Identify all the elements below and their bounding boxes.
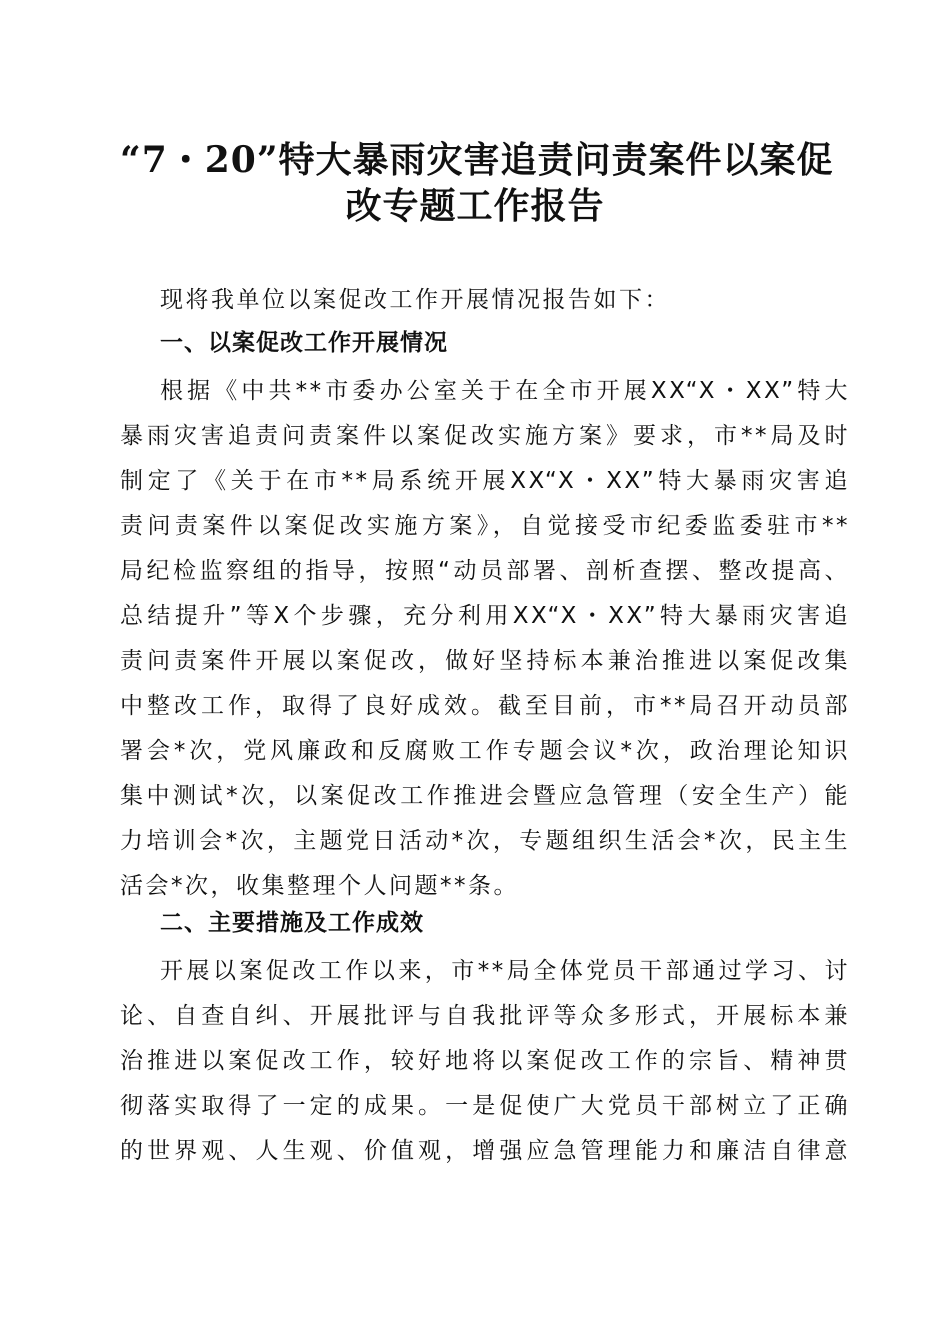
paragraph-line: 总结提升”等X个步骤，充分利用XX“X・XX”特大暴雨灾害追 [120,603,850,629]
paragraph-line: 力培训会*次，主题党日活动*次，专题组织生活会*次，民主生 [120,828,850,854]
paragraph-line: 论、自查自纠、开展批评与自我批评等众多形式，开展标本兼 [120,1003,850,1029]
paragraph-line: 中整改工作，取得了良好成效。截至目前，市**局召开动员部 [120,693,850,719]
section-2-heading: 二、主要措施及工作成效 [160,910,424,936]
paragraph-line: 制定了《关于在市**局系统开展XX“X・XX”特大暴雨灾害追 [120,468,850,494]
paragraph-line: 责问责案件开展以案促改，做好坚持标本兼治推进以案促改集 [120,648,850,674]
document-title-line-2: 改专题工作报告 [345,185,605,227]
paragraph-line: 根据《中共**市委办公室关于在全市开展XX“X・XX”特大 [160,378,850,404]
paragraph-line: 开展以案促改工作以来，市**局全体党员干部通过学习、讨 [160,958,850,984]
document-title-line-1: “7・20”特大暴雨灾害追责问责案件以案促 [120,139,834,181]
paragraph-line: 彻落实取得了一定的成果。一是促使广大党员干部树立了正确 [120,1093,850,1119]
paragraph-line: 活会*次，收集整理个人问题**条。 [120,873,519,899]
paragraph-line: 暴雨灾害追责问责案件以案促改实施方案》要求，市**局及时 [120,423,850,449]
paragraph-line: 治推进以案促改工作，较好地将以案促改工作的宗旨、精神贯 [120,1048,850,1074]
intro-paragraph [120,278,850,323]
paragraph-line: 署会*次，党风廉政和反腐败工作专题会议*次，政治理论知识 [120,738,851,764]
section-2-paragraph [120,949,850,1174]
paragraph-line: 集中测试*次，以案促改工作推进会暨应急管理（安全生产）能 [120,783,850,809]
section-1-heading: 一、以案促改工作开展情况 [160,330,448,356]
paragraph-line: 局纪检监察组的指导，按照“动员部署、剖析查摆、整改提高、 [120,558,850,584]
section-1-paragraph [120,369,850,909]
intro-line: 现将我单位以案促改工作开展情况报告如下： [160,287,670,313]
paragraph-line: 的世界观、人生观、价值观，增强应急管理能力和廉洁自律意 [120,1138,850,1164]
paragraph-line: 责问责案件以案促改实施方案》，自觉接受市纪委监委驻市** [120,513,850,539]
